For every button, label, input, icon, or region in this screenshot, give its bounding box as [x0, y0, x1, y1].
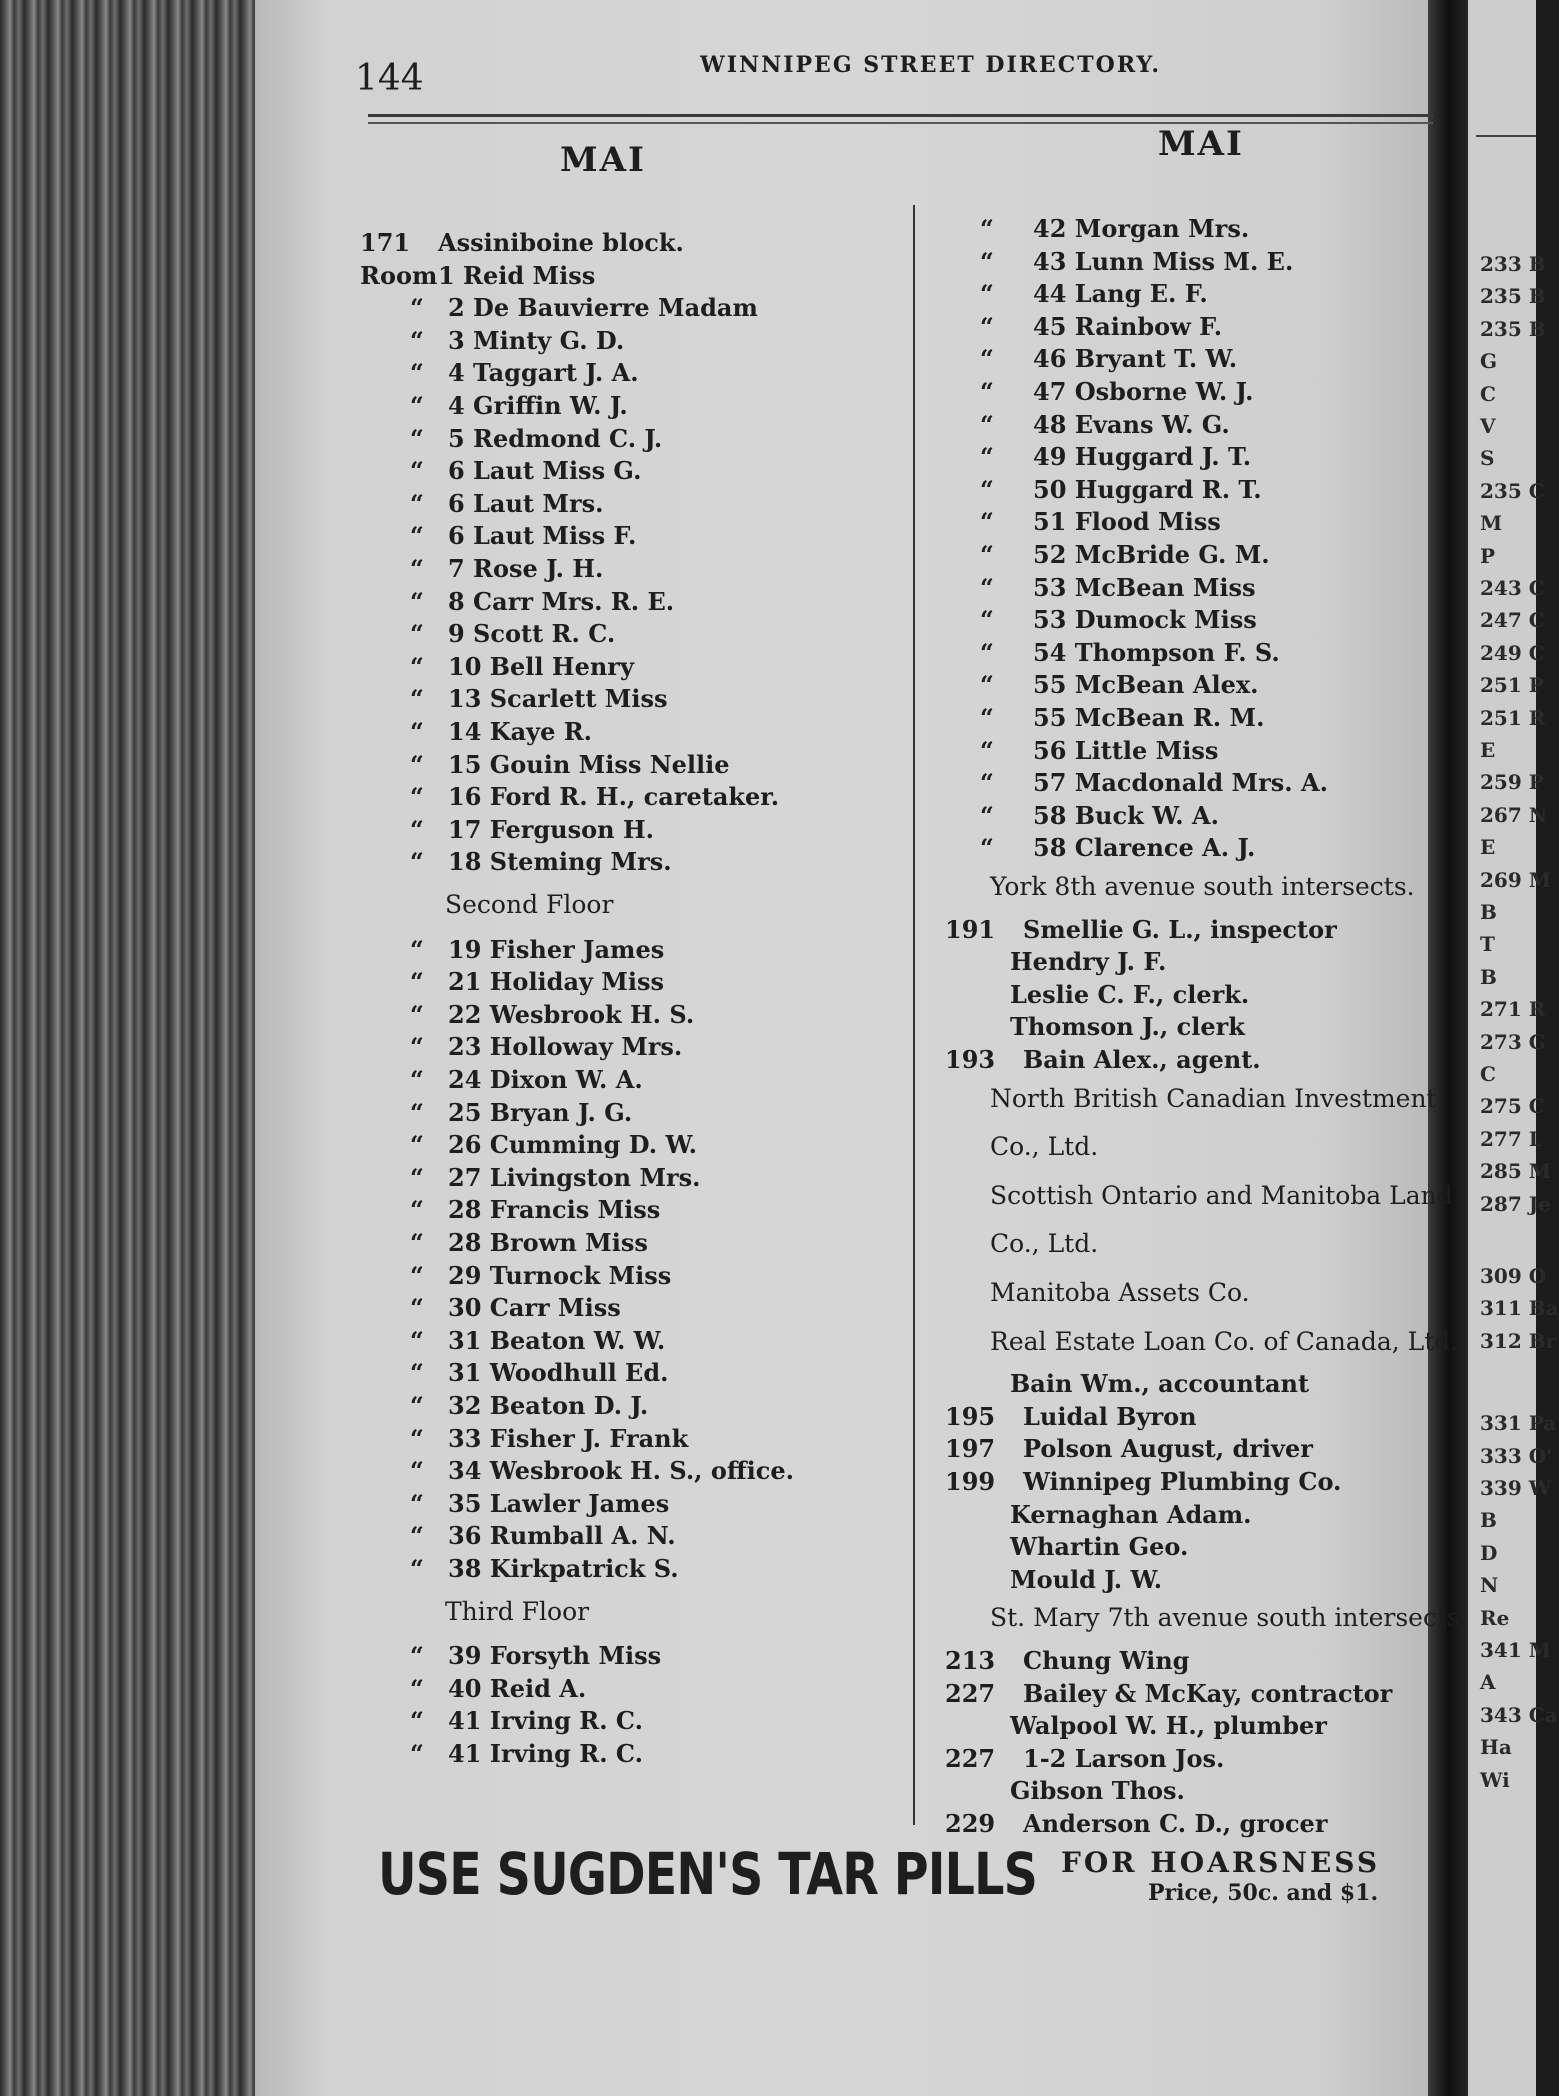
entry-text: 29 Turnock Miss: [448, 1260, 672, 1290]
next-page-text: 247 C: [1480, 608, 1545, 633]
entry-number: “: [980, 800, 994, 830]
entry-text: 31 Beaton W. W.: [448, 1325, 666, 1355]
entry-text: 2 De Bauvierre Madam: [448, 293, 758, 323]
entry-number: “: [410, 651, 424, 681]
entry-number: “: [410, 456, 424, 486]
book-page-edges: [0, 0, 260, 2096]
entry-number: “: [980, 279, 994, 309]
entry-number: “: [410, 1488, 424, 1518]
entry-number: “: [980, 703, 994, 732]
entry-text: 6 Laut Mrs.: [448, 488, 604, 518]
entry-text: York 8th avenue south intersects.: [990, 872, 1415, 901]
header-rule: [368, 114, 1433, 117]
entry-number: “: [410, 1673, 424, 1703]
entry-text: 21 Holiday Miss: [448, 967, 665, 997]
entry-text: 53 McBean Miss: [1033, 572, 1256, 602]
entry-text: Bailey & McKay, contractor: [1023, 1678, 1393, 1708]
entry-number: “: [980, 833, 994, 863]
entry-text: 50 Huggard R. T.: [1033, 474, 1262, 504]
next-page-text: 285 M: [1480, 1159, 1551, 1184]
entry-number: “: [410, 1521, 424, 1551]
running-head: WINNIPEG STREET DIRECTORY.: [700, 52, 1161, 78]
entry-number: “: [410, 1641, 424, 1671]
entry-text: Assiniboine block.: [438, 228, 684, 257]
entry-number: “: [410, 1358, 424, 1388]
entry-text: 54 Thompson F. S.: [1033, 637, 1280, 667]
entry-text: Whartin Geo.: [1010, 1532, 1189, 1562]
entry-number: 227: [945, 1678, 996, 1708]
entry-text: 18 Steming Mrs.: [448, 847, 672, 877]
entry-text: 17 Ferguson H.: [448, 814, 654, 844]
entry-number: “: [980, 507, 994, 537]
entry-number: “: [980, 409, 994, 439]
next-page-text: Wi: [1480, 1767, 1510, 1792]
entry-number: “: [980, 246, 994, 276]
entry-text: 28 Brown Miss: [448, 1228, 648, 1257]
entry-number: “: [410, 1706, 424, 1736]
entry-text: Winnipeg Plumbing Co.: [1023, 1467, 1342, 1496]
entry-text: 14 Kaye R.: [448, 717, 593, 746]
entry-text: Anderson C. D., grocer: [1023, 1809, 1328, 1838]
entry-number: “: [410, 1554, 424, 1583]
entry-text: Mould J. W.: [1010, 1564, 1163, 1594]
entry-number: “: [410, 1391, 424, 1420]
next-page-text: 331 Pa: [1480, 1411, 1557, 1436]
next-page-text: V: [1480, 414, 1496, 438]
entry-number: “: [410, 814, 424, 844]
entry-text: 58 Clarence A. J.: [1033, 833, 1256, 863]
next-page-text: N: [1480, 1573, 1499, 1598]
entry-text: 43 Lunn Miss M. E.: [1033, 246, 1294, 276]
entry-text: 15 Gouin Miss Nellie: [448, 749, 730, 779]
entry-text: Smellie G. L., inspector: [1023, 914, 1337, 944]
next-page-text: 269 M: [1480, 867, 1551, 892]
next-page-text: 235 B: [1480, 316, 1546, 341]
entry-number: “: [410, 586, 424, 616]
next-page-fragment: [1468, 0, 1559, 2096]
entry-text: 41 Irving R. C.: [448, 1706, 643, 1736]
next-page-text: S: [1480, 446, 1495, 471]
next-page-text: 311 Ba: [1480, 1296, 1559, 1321]
entry-text: 10 Bell Henry: [448, 651, 634, 681]
entry-number: 171: [360, 228, 411, 257]
ad-headline: USE SUGDEN'S TAR PILLS: [378, 1840, 1038, 1908]
entry-text: 28 Francis Miss: [448, 1195, 661, 1225]
entry-number: “: [980, 442, 994, 472]
entry-text: 41 Irving R. C.: [448, 1739, 643, 1768]
entry-number: “: [410, 967, 424, 997]
entry-number: 229: [945, 1809, 996, 1838]
entry-number: “: [410, 1195, 424, 1225]
entry-number: “: [410, 325, 424, 355]
entry-text: Manitoba Assets Co.: [990, 1278, 1250, 1307]
entry-text: 19 Fisher James: [448, 934, 665, 964]
entry-text: 40 Reid A.: [448, 1673, 587, 1703]
entry-text: 57 Macdonald Mrs. A.: [1033, 768, 1328, 798]
entry-number: “: [980, 377, 994, 406]
entry-text: 48 Evans W. G.: [1033, 409, 1230, 439]
entry-text: 38 Kirkpatrick S.: [448, 1554, 679, 1583]
entry-number: “: [980, 540, 994, 569]
entry-number: “: [410, 1130, 424, 1160]
entry-text: 4 Griffin W. J.: [448, 391, 628, 420]
entry-text: Bain Alex., agent.: [1023, 1045, 1261, 1074]
entry-number: “: [410, 1456, 424, 1486]
right-column-heading: MAI: [1158, 124, 1244, 164]
entry-text: 55 McBean R. M.: [1033, 703, 1265, 732]
next-page-text: B: [1480, 900, 1497, 924]
entry-text: 31 Woodhull Ed.: [448, 1358, 669, 1388]
entry-number: “: [410, 1293, 424, 1323]
entry-text: 6 Laut Miss F.: [448, 521, 637, 551]
entry-number: 199: [945, 1467, 996, 1496]
next-page-text: 249 C: [1480, 640, 1545, 665]
next-page-text: 277 L: [1480, 1126, 1543, 1151]
entry-text: 32 Beaton D. J.: [448, 1391, 649, 1420]
entry-text: 55 McBean Alex.: [1033, 670, 1259, 700]
entry-text: St. Mary 7th avenue south intersects.: [990, 1603, 1468, 1633]
next-page-text: E: [1480, 835, 1496, 860]
next-page-text: 243 C: [1480, 576, 1545, 600]
entry-text: 34 Wesbrook H. S., office.: [448, 1456, 794, 1486]
entry-number: “: [410, 1065, 424, 1094]
entry-text: 1-2 Larson Jos.: [1023, 1743, 1225, 1773]
entry-text: 6 Laut Miss G.: [448, 456, 642, 486]
entry-text: 46 Bryant T. W.: [1033, 344, 1238, 374]
next-page-text: 343 Ca: [1480, 1702, 1558, 1727]
next-page-text: Ha: [1480, 1735, 1512, 1760]
entry-number: 213: [945, 1646, 996, 1675]
entry-number: “: [410, 488, 424, 518]
entry-text: 27 Livingston Mrs.: [448, 1162, 701, 1192]
entry-number: “: [410, 934, 424, 964]
next-page-text: D: [1480, 1540, 1498, 1565]
next-page-text: 235 C: [1480, 478, 1545, 503]
entry-number: “: [410, 1423, 424, 1453]
next-page-text: 259 P: [1480, 770, 1544, 795]
entry-number: “: [410, 391, 424, 420]
next-page-text: 267 N: [1480, 802, 1547, 827]
entry-text: Real Estate Loan Co. of Canada, Ltd.: [990, 1326, 1459, 1356]
entry-number: “: [980, 214, 994, 243]
entry-text: Leslie C. F., clerk.: [1010, 979, 1250, 1009]
entry-text: Chung Wing: [1023, 1646, 1190, 1675]
entry-text: North British Canadian Investment: [990, 1083, 1437, 1113]
entry-number: “: [410, 1032, 424, 1062]
entry-text: 30 Carr Miss: [448, 1293, 621, 1323]
entry-text: 3 Minty G. D.: [448, 325, 625, 355]
next-page-rule: [1476, 135, 1536, 137]
entry-text: Co., Ltd.: [990, 1132, 1099, 1162]
next-page-text: 271 R: [1480, 997, 1546, 1022]
entry-number: “: [410, 717, 424, 746]
entry-number: “: [980, 637, 994, 667]
entry-number: 227: [945, 1743, 996, 1773]
next-page-text: B: [1480, 964, 1497, 989]
entry-text: Scottish Ontario and Manitoba Land: [990, 1180, 1453, 1210]
entry-text: 13 Scarlett Miss: [448, 684, 668, 714]
entry-text: 49 Huggard J. T.: [1033, 442, 1252, 472]
next-page-text: 312 Br: [1480, 1328, 1557, 1353]
next-page-text: G: [1480, 349, 1498, 374]
next-page-text: Re: [1480, 1605, 1510, 1630]
entry-number: “: [980, 572, 994, 602]
entry-text: 7 Rose J. H.: [448, 554, 604, 583]
entry-number: “: [410, 358, 424, 388]
next-page-text: P: [1480, 543, 1496, 568]
next-page-text: 251 R: [1480, 705, 1546, 730]
left-column-heading: MAI: [560, 140, 646, 180]
entry-text: Thomson J., clerk: [1010, 1012, 1245, 1042]
entry-text: 22 Wesbrook H. S.: [448, 999, 695, 1029]
entry-number: “: [410, 1162, 424, 1192]
entry-number: “: [410, 423, 424, 453]
next-page-text: B: [1480, 1508, 1497, 1533]
entry-text: Walpool W. H., plumber: [1010, 1711, 1327, 1741]
next-page-text: T: [1480, 932, 1495, 957]
entry-number: 195: [945, 1401, 996, 1431]
entry-text: 42 Morgan Mrs.: [1033, 214, 1250, 243]
next-page-text: 333 O': [1480, 1443, 1553, 1468]
entry-text: Bain Wm., accountant: [1010, 1369, 1310, 1399]
next-page-text: 273 G: [1480, 1029, 1546, 1054]
next-page-text: 339 W: [1480, 1476, 1552, 1500]
entry-number: “: [980, 768, 994, 798]
next-page-text: M: [1480, 511, 1503, 536]
entry-number: “: [410, 521, 424, 551]
entry-number: “: [410, 1260, 424, 1290]
next-page-text: A: [1480, 1670, 1496, 1695]
entry-text: 52 McBride G. M.: [1033, 540, 1270, 569]
entry-number: “: [410, 293, 424, 323]
entry-text: Polson August, driver: [1023, 1434, 1313, 1464]
entry-number: 197: [945, 1434, 996, 1464]
entry-text: 5 Redmond C. J.: [448, 423, 663, 453]
entry-text: 45 Rainbow F.: [1033, 311, 1223, 341]
entry-text: Luidal Byron: [1023, 1401, 1197, 1431]
header-rule-thin: [368, 122, 1433, 124]
entry-text: Kernaghan Adam.: [1010, 1499, 1252, 1529]
entry-number: “: [410, 749, 424, 779]
entry-text: 44 Lang E. F.: [1033, 279, 1208, 309]
next-page-text: 287 Je: [1480, 1191, 1551, 1216]
entry-number: “: [410, 782, 424, 812]
entry-number: “: [410, 999, 424, 1029]
entry-text: Third Floor: [445, 1596, 590, 1626]
entry-number: “: [980, 474, 994, 504]
entry-number: “: [410, 619, 424, 649]
entry-number: “: [410, 847, 424, 877]
page-number: 144: [355, 58, 424, 99]
next-page-text: 275 C: [1480, 1094, 1545, 1119]
entry-text: 25 Bryan J. G.: [448, 1097, 633, 1127]
entry-number: “: [980, 605, 994, 635]
entry-number: “: [980, 344, 994, 374]
ad-price: Price, 50c. and $1.: [1148, 1880, 1379, 1906]
entry-text: 53 Dumock Miss: [1033, 605, 1257, 635]
entry-number: “: [410, 684, 424, 714]
entry-text: 35 Lawler James: [448, 1488, 670, 1518]
entry-number: “: [410, 1739, 424, 1768]
next-page-text: 235 B: [1480, 284, 1546, 309]
next-page-text: C: [1480, 1062, 1496, 1086]
next-page-text: 251 P: [1480, 673, 1544, 698]
next-page-text: E: [1480, 738, 1496, 762]
book-gutter: [1428, 0, 1470, 2096]
entry-text: Co., Ltd.: [990, 1229, 1099, 1259]
entry-text: 51 Flood Miss: [1033, 507, 1221, 537]
entry-text: Hendry J. F.: [1010, 947, 1167, 977]
entry-text: Gibson Thos.: [1010, 1776, 1185, 1806]
entry-number: 191: [945, 914, 996, 944]
entry-text: Second Floor: [445, 890, 614, 919]
entry-text: 26 Cumming D. W.: [448, 1130, 698, 1160]
entry-text: 1 Reid Miss: [438, 260, 596, 290]
entry-text: 8 Carr Mrs. R. E.: [448, 586, 675, 616]
entry-number: “: [980, 670, 994, 700]
column-divider: [913, 205, 915, 1825]
entry-text: 4 Taggart J. A.: [448, 358, 639, 388]
entry-text: 33 Fisher J. Frank: [448, 1423, 689, 1453]
entry-text: 47 Osborne W. J.: [1033, 377, 1254, 406]
entry-number: 193: [945, 1045, 996, 1074]
entry-number: “: [410, 1325, 424, 1355]
entry-number: “: [980, 311, 994, 341]
entry-number: “: [410, 1097, 424, 1127]
entry-number: “: [410, 1228, 424, 1257]
ad-tagline: FOR HOARSNESS: [1061, 1846, 1381, 1879]
entry-number: “: [980, 735, 994, 765]
next-page-text: 309 O: [1480, 1264, 1547, 1288]
next-page-text: 341 M: [1480, 1638, 1551, 1662]
entry-text: 24 Dixon W. A.: [448, 1065, 643, 1094]
next-page-text: 233 B: [1480, 252, 1546, 276]
next-page-text: C: [1480, 381, 1496, 406]
entry-number: “: [410, 554, 424, 583]
entry-number: Room: [360, 260, 438, 290]
entry-text: 39 Forsyth Miss: [448, 1641, 662, 1671]
entry-text: 16 Ford R. H., caretaker.: [448, 782, 780, 812]
entry-text: 56 Little Miss: [1033, 735, 1219, 765]
entry-text: 58 Buck W. A.: [1033, 800, 1219, 830]
entry-text: 36 Rumball A. N.: [448, 1521, 676, 1551]
entry-text: 9 Scott R. C.: [448, 619, 616, 649]
entry-text: 23 Holloway Mrs.: [448, 1032, 683, 1062]
